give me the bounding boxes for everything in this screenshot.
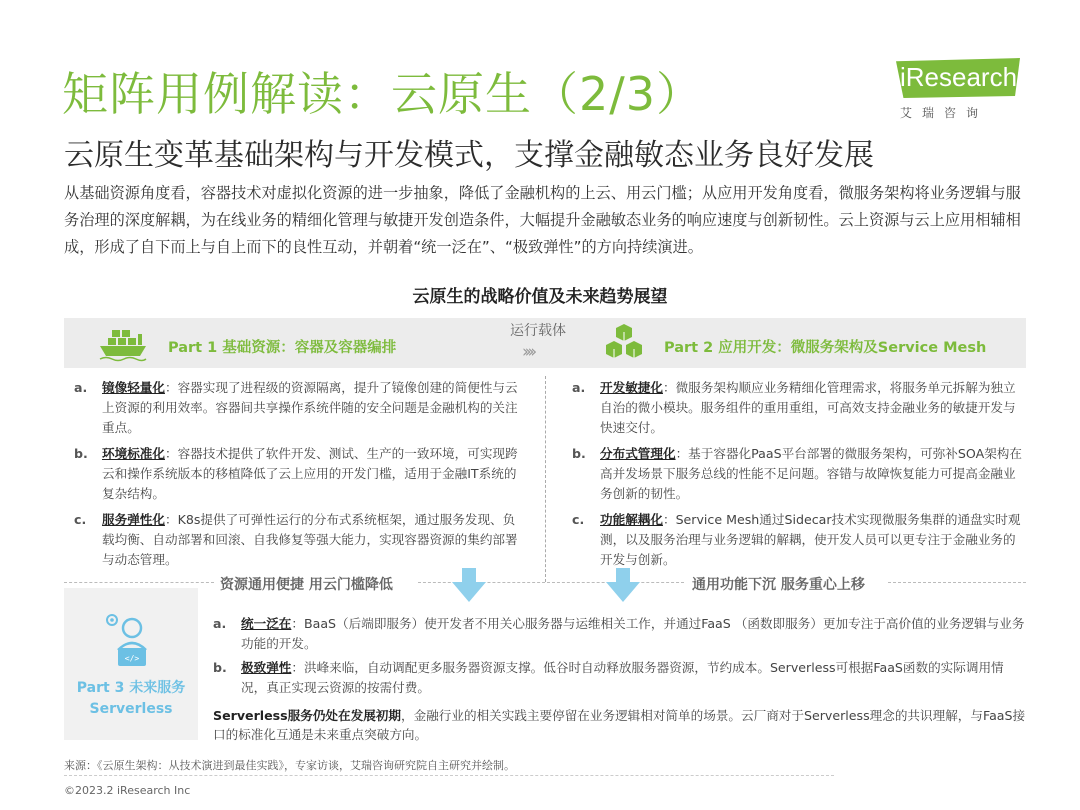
item-text: ：容器实现了进程级的资源隔离，提升了镜像创建的简便性与云上资源的利用效率。容器间共享操作系统伴随的安全问题是金融机构的关注重点。 <box>102 380 518 435</box>
cubes-icon <box>602 322 646 362</box>
logo-subtext: 艾瑞咨询 <box>900 106 989 120</box>
dashed-line <box>888 582 1026 583</box>
item-text: ：BaaS（后端即服务）使开发者不用关心服务器与运维相关工作，并通过FaaS （函数即服务）更加专注于高价值的业务逻辑与业务功能的开发。 <box>241 616 1025 651</box>
item-letter: a. <box>572 380 586 395</box>
ship-icon <box>98 324 148 362</box>
page-subtitle: 云原生变革基础架构与开发模式，支撑金融敏态业务良好发展 <box>64 138 874 173</box>
developer-icon <box>98 610 158 672</box>
serverless-note <box>213 706 1028 744</box>
item-text: ：K8s提供了可弹性运行的分布式系统框架，通过服务发现、负载均衡、自动部署和回滚、自我修复等强大能力，实现容器资源的集约部署与动态管理。 <box>102 512 518 567</box>
item-body <box>600 510 1024 570</box>
part2-label: Part 2 应用开发：微服务架构及Service Mesh <box>664 340 987 356</box>
column-divider <box>545 376 546 582</box>
part3-items <box>213 614 1028 704</box>
footer-divider <box>64 775 834 776</box>
item-letter: c. <box>74 512 87 527</box>
item-body <box>600 444 1024 504</box>
middle-label: 运行载体 <box>510 323 566 339</box>
item-keyword: 开发敏捷化 <box>600 380 663 395</box>
item-keyword: 环境标准化 <box>102 446 165 461</box>
item-text: ：容器技术提供了软件开发、测试、生产的一致环境，可实现跨云和操作系统版本的移植降低了云上应用的开发门槛，适用于金融IT系统的复杂结构。 <box>102 446 518 501</box>
part1-items <box>74 378 526 578</box>
item-keyword: 服务弹性化 <box>102 512 165 527</box>
item-text: ：Service Mesh通过Sidecar技术实现微服务集群的通盘实时观测，以及服务治理与业务逻辑的解耦，使开发人员可以更专注于金融业务的开发与创新。 <box>600 512 1021 567</box>
chevron-arrows-icon: ›››› <box>522 342 534 362</box>
item-letter: b. <box>213 660 227 675</box>
part1-label: Part 1 基础资源：容器及容器编排 <box>168 340 397 356</box>
item-letter: a. <box>74 380 88 395</box>
item-letter: b. <box>74 446 88 461</box>
part3-label-line2: Serverless <box>89 701 173 717</box>
item-letter: b. <box>572 446 586 461</box>
item-body <box>241 614 1025 654</box>
item-keyword: 分布式管理化 <box>600 446 676 461</box>
item-body <box>241 658 1025 698</box>
part2-items <box>572 378 1024 578</box>
item-body <box>102 378 522 438</box>
note-text: ，金融行业的相关实践主要停留在业务逻辑相对简单的场景。云厂商对于Serverless理念的共识理解，与FaaS接口的标准化互通是未来重点突破方向。 <box>213 708 1026 742</box>
item-body <box>102 444 522 504</box>
source-note: 来源：《云原生架构：从技术演进到最佳实践》，专家访谈，艾瑞咨询研究院自主研究并绘制。 <box>64 759 515 772</box>
item-keyword: 统一泛在 <box>241 616 292 631</box>
item-letter: a. <box>213 616 227 631</box>
part3-label-line1: Part 3 未来服务 <box>76 680 186 696</box>
left-caption: 资源通用便捷 用云门槛降低 <box>220 577 393 593</box>
down-arrow-icon <box>606 568 640 602</box>
item-body <box>600 378 1024 438</box>
logo-text: iResearch <box>900 62 1018 92</box>
item-text: ：洪峰来临，自动调配更多服务器资源支撑。低谷时自动释放服务器资源，节约成本。Serverless可根据FaaS函数的实际调用情况，真正实现云资源的按需付费。 <box>241 660 1004 695</box>
page-title: 矩阵用例解读：云原生（2/3） <box>62 67 704 121</box>
copyright: ©2023.2 iResearch Inc <box>64 784 191 797</box>
item-keyword: 极致弹性 <box>241 660 292 675</box>
item-text: ：微服务架构顺应业务精细化管理需求，将服务单元拆解为独立自治的微小模块。服务组件的重用重组，可高效支持金融业务的敏捷开发与快速交付。 <box>600 380 1016 435</box>
item-keyword: 功能解耦化 <box>600 512 663 527</box>
dashed-line <box>64 582 214 583</box>
right-caption: 通用功能下沉 服务重心上移 <box>692 577 865 593</box>
part3-label <box>64 678 198 720</box>
diagram-title: 云原生的战略价值及未来趋势展望 <box>412 287 668 307</box>
iresearch-logo <box>896 58 1026 118</box>
item-text: ：基于容器化PaaS平台部署的微服务架构，可弥补SOA架构在高并发场景下服务总线的性能不足问题。容错与故障恢复能力可提高金融业务创新的韧性。 <box>600 446 1022 501</box>
item-letter: c. <box>572 512 585 527</box>
down-arrow-icon <box>452 568 486 602</box>
note-bold: Serverless服务仍处在发展初期 <box>213 708 401 723</box>
item-body <box>102 510 522 570</box>
svg-text:</>: </> <box>124 654 140 663</box>
item-keyword: 镜像轻量化 <box>102 380 165 395</box>
intro-paragraph: 从基础资源角度看，容器技术对虚拟化资源的进一步抽象，降低了金融机构的上云、用云门槛；从应用开发角度看，微服务架构将业务逻辑与服务治理的深度解耦，为在线业务的精细化管理与敏捷开发创造条件，大幅提升金融敏态业务的响应速度与创新韧性。云上资源与云上应用相辅相成，形成了自下而上与自上而下的良性互动，并朝着“统一泛在”、“极致弹性”的方向持续演进。 <box>64 184 1021 256</box>
